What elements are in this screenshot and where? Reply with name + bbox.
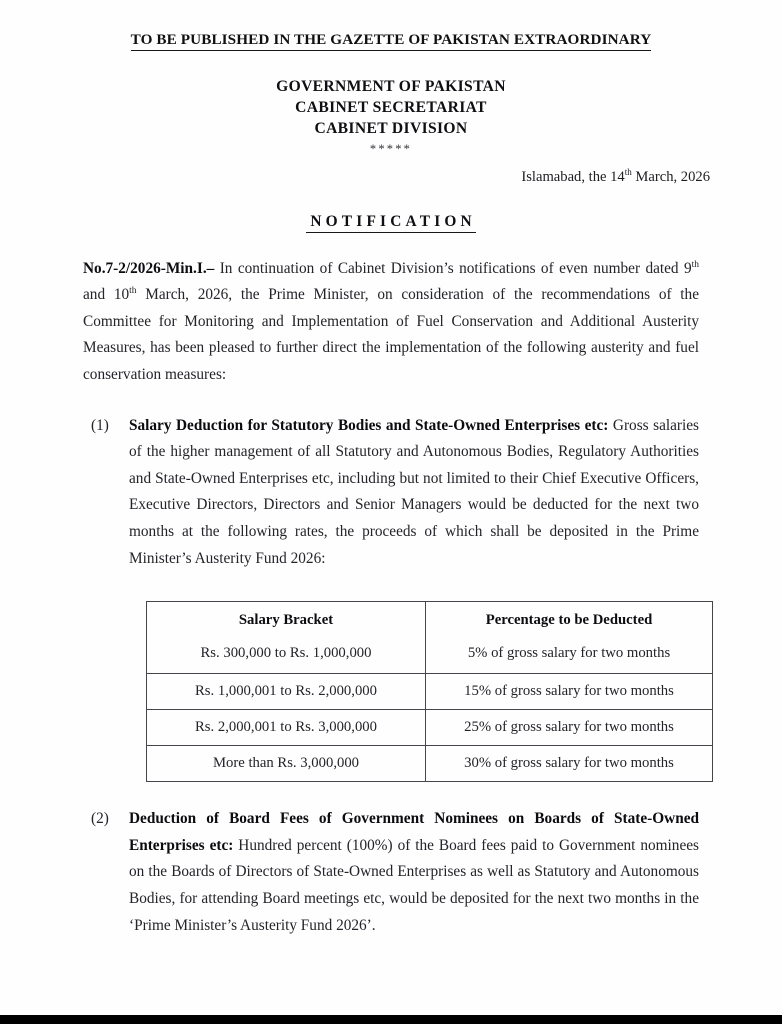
clause-2-body	[129, 806, 699, 939]
reference-number: No.7-2/2026-Min.I.–	[83, 259, 215, 277]
clause-2-title-suffix: :	[228, 836, 234, 854]
government-line-2: CABINET SECRETARIAT	[295, 99, 487, 117]
scan-edge-bar	[0, 1015, 782, 1024]
clause-1-number: (1)	[91, 416, 109, 434]
dateline-prefix: Islamabad, the 14	[521, 168, 625, 185]
intro-paragraph-block	[83, 256, 699, 389]
clause-1-title: Salary Deduction for Statutory Bodies and State-Owned Enterprises etc	[129, 416, 604, 434]
clause-2-number: (2)	[91, 810, 109, 828]
clause-1	[83, 413, 699, 573]
rates-table	[146, 601, 713, 782]
rates-cell-bracket-4: More than Rs. 3,000,000	[147, 746, 426, 782]
gazette-banner-text: TO BE PUBLISHED IN THE GAZETTE OF PAKISTAN EXTRAORDINARY	[131, 31, 652, 51]
rates-cell-percentage-1: 5% of gross salary for two months	[426, 634, 713, 674]
rates-cell-bracket-1: Rs. 300,000 to Rs. 1,000,000	[147, 634, 426, 674]
rates-cell-percentage-2: 15% of gross salary for two months	[426, 674, 713, 710]
dateline	[0, 166, 782, 186]
rates-cell-percentage-3: 25% of gross salary for two months	[426, 710, 713, 746]
table-row	[147, 710, 713, 746]
clause-2-title: Deduction of Board Fees of Government Nominees on Boards of State-Owned Enterprises etc	[129, 810, 699, 854]
notification-heading: NOTIFICATION	[306, 213, 476, 233]
table-row	[147, 674, 713, 710]
clause-2-text: Hundred percent (100%) of the Board fees paid to Government nominees on the Boards of Directors of State-Owned Enterprises as well as Statutory and Autonomous Bodies, for attending Board meetings etc, would be deposited for the next two months in the ‘Prime Minister’s Austerity Fund 2026’.	[129, 836, 699, 934]
rates-cell-bracket-2: Rs. 1,000,001 to Rs. 2,000,000	[147, 674, 426, 710]
clause-1-text: Gross salaries of the higher management of all Statutory and Autonomous Bodies, Regulatory Authorities and State-Owned Enterprises etc, including but not limited to their Chief Executive Officers, Executive Directors, Directors and Senior Managers would be deducted for the next two months at the following rates, the proceeds of which shall be deposited in the Prime Minister’s Austerity Fund 2026:	[129, 416, 699, 567]
intro-text-part-2: and 10	[83, 286, 130, 304]
government-line-1: GOVERNMENT OF PAKISTAN	[276, 78, 506, 95]
clause-1-body	[129, 413, 699, 573]
intro-ordinal-1: th	[691, 259, 699, 270]
star-separator: *****	[369, 141, 413, 156]
intro-ordinal-2: th	[129, 286, 137, 297]
government-line-3: CABINET DIVISION	[314, 120, 468, 138]
government-heading-block	[0, 76, 782, 140]
dateline-ordinal-suffix: th	[624, 166, 632, 177]
intro-text-part-1: In continuation of Cabinet Division’s notifications of even number dated 9	[214, 259, 692, 277]
rates-cell-percentage-4: 30% of gross salary for two months	[426, 746, 713, 782]
clause-1-title-suffix: :	[603, 416, 609, 434]
dateline-suffix: March, 2026	[631, 168, 710, 185]
rates-header-salary-bracket: Salary Bracket	[147, 602, 426, 634]
notification-heading-wrap	[0, 213, 782, 233]
table-row	[147, 634, 713, 674]
clause-2	[83, 806, 699, 939]
rates-table-header-row	[147, 602, 713, 634]
gazette-banner	[0, 0, 782, 51]
table-row	[147, 746, 713, 782]
rates-cell-bracket-3: Rs. 2,000,001 to Rs. 3,000,000	[147, 710, 426, 746]
intro-paragraph	[83, 256, 699, 389]
intro-text-part-3: March, 2026, the Prime Minister, on consideration of the recommendations of the Committee for Monitoring and Implementation of Fuel Conservation and Additional Austerity Measures, has been pleased to further direct the implementation of the following austerity and fuel conservation measures:	[83, 286, 699, 383]
rates-header-percentage: Percentage to be Deducted	[426, 602, 713, 634]
rates-table-wrap	[146, 601, 712, 782]
rates-table-body	[147, 602, 713, 782]
